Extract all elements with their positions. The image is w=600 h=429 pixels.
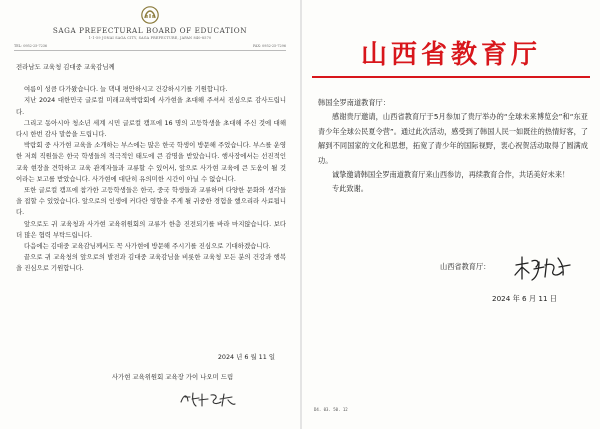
saga-divider [14, 50, 286, 51]
saga-letter-body [16, 62, 286, 275]
shanxi-footer-code: D4. 03. 50. 12 [314, 407, 348, 412]
shanxi-letter-page [302, 0, 600, 429]
saga-paragraph: 또한 글로컬 캠프에 참가한 고등학생들은 한국, 중국 학생들과 교류하며 다양한 문화와 생각들을 접할 수 있었습니다. 앞으로의 인생에 커다란 영향을 주게 될 귀중한 경험을 했으리라 사료됩니다. [16, 186, 286, 217]
saga-paragraph: 다음에는 김대중 교육감님께서도 꼭 사가현에 방문해 주시기를 진심으로 기대하겠습니다. [24, 242, 271, 251]
saga-letterhead [0, 6, 300, 40]
shanxi-sign-label: 山西省教育厅： [440, 262, 491, 271]
saga-paragraph: 박람회 중 사가현 교육을 소개하는 부스에는 많은 한국 학생이 방문해 주었습니다. 부스를 운영한 저희 직원들은 한국 학생들의 적극적인 태도에 큰 감명을 받았습니다. 행사장에서는 선진적인 교육 현장을 견학하고 교육 관계자들과 교류할 수 있어서, 앞으로 사가현 교육에 큰 도움이 될 것이라는 보고를 받았습니다. 사가현에 대단히 유의미한 시간이 아닐 수 없습니다. [16, 141, 286, 183]
saga-emblem-icon [139, 6, 161, 24]
saga-paragraph: 지난 2024 대한민국 글로컬 미래교육박람회에 사가현을 초대해 주셔서 진심으로 감사드립니다. [16, 96, 286, 116]
shanxi-red-divider [312, 76, 590, 78]
saga-paragraph: 그리고 동아시아 청소년 세계 시민 글로컬 캠프에 16 명의 고등학생을 초대해 주신 것에 대해 다시 한번 감사 말씀을 드립니다. [16, 118, 286, 139]
saga-sender: 사가현 교육위원회 교육장 가이 나오미 드림 [111, 373, 234, 381]
saga-paragraph: 여름이 성큼 다가왔습니다. 늘 댁내 평안하시고 건강하시기를 기원합니다. [24, 85, 228, 94]
saga-fax: FAX: 0952-25-7296 [252, 44, 286, 48]
shanxi-paragraph: 专此致谢。 [332, 184, 368, 194]
saga-salutation: 전라남도 교육청 김대중 교육감님께 [16, 63, 115, 71]
shanxi-letterhead-title: 山西省教育厅 [360, 40, 541, 70]
saga-paragraph: 앞으로도 귀 교육청과 사가현 교육위원회의 교류가 한층 진전되기를 바라 마지않습니다. 보다 더 많은 협력 부탁드립니다. [16, 219, 286, 239]
saga-org-name: SAGA PREFECTURAL BOARD OF EDUCATION [52, 26, 248, 35]
shanxi-salutation: 韩国全罗南道教育厅： [318, 98, 390, 107]
shanxi-paragraph: 感谢贵厅邀请，山西省教育厅于5月参加了贵厅举办的“全球未来博览会”和“东亚青少年全球公民夏令营”。通过此次活动，感受到了韩国人民一如既往的热情好客，了解到不同国家的文化和思想，拓宽了青少年的国际视野，衷心祝贺活动取得了圆满成功。 [318, 112, 588, 165]
saga-signature-icon [178, 388, 238, 410]
shanxi-letter-date: 2024 年 6 月 11 日 [492, 294, 557, 303]
shanxi-paragraph: 诚挚邀请韩国全罗南道教育厅来山西参访，再续教育合作，共话美好未来！ [332, 170, 570, 180]
saga-address: 1-1-59 JONAI SAGA CITY, SAGA PREFECTURE, JAPAN 840-8570 [88, 36, 212, 40]
saga-tel: TEL: 0952-25-7236 [14, 44, 48, 48]
saga-paragraph: 끝으로 귀 교육청의 앞으로의 발전과 김대중 교육감님을 비롯한 교육청 모든 분의 건강과 행복을 진심으로 기원합니다. [16, 253, 286, 273]
shanxi-signature-icon [512, 253, 574, 283]
saga-contact-line [14, 44, 286, 48]
saga-letter-date: 2024 년 6 월 11 일 [217, 353, 275, 361]
shanxi-letter-body [318, 96, 588, 197]
